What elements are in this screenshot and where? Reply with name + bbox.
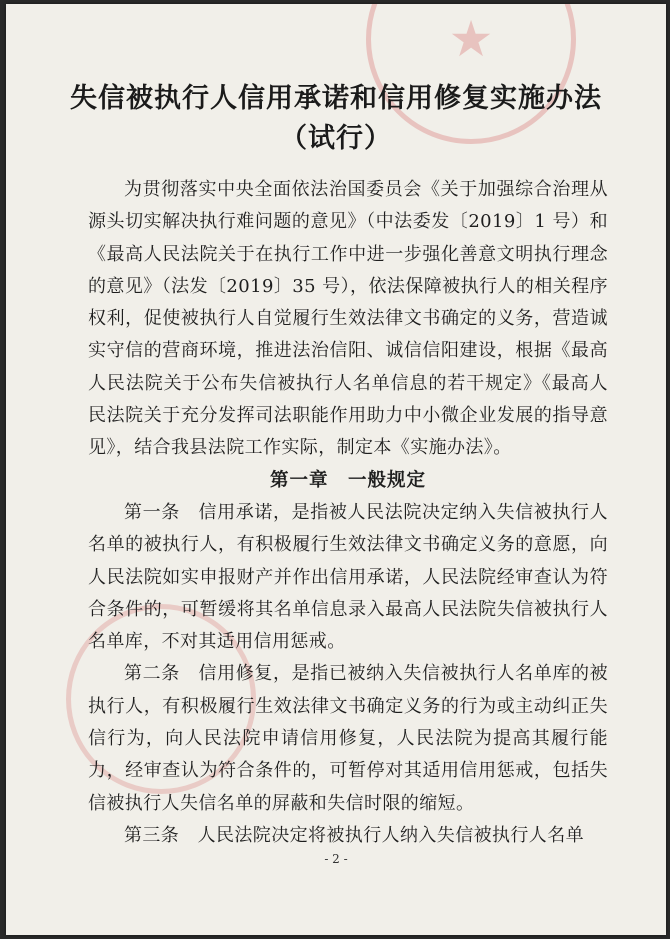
preamble-paragraph: 为贯彻落实中央全面依法治国委员会《关于加强综合治理从源头切实解决执行难问题的意见》（中法委发〔2019〕1 号）和《最高人民法院关于在执行工作中进一步强化善意文明执行理念的意见》（法发〔2019〕35 号），依法保障被执行人的相关程序权利，促使被执行人自觉履行生效法律文书确定的义务，营造诚实守信的营商环境，推进法治信阳、诚信信阳建设，根据《最高人民法院关于公布失信被执行人名单信息的若干规定》《最高人民法院关于充分发挥司法职能作用助力中小微企业发展的指导意见》，结合我县法院工作实际，制定本《实施办法》。 — [88, 179, 608, 459]
document-title: 失信被执行人信用承诺和信用修复实施办法 — [70, 83, 602, 114]
star-icon: ★ — [448, 11, 494, 67]
document-page — [6, 4, 666, 935]
article-1: 第一条 信用承诺，是指被人民法院决定纳入失信被执行人名单的被执行人，有积极履行生效法律文书确定义务的意愿，向人民法院如实申报财产并作出信用承诺，人民法院经审查认为符合条件的，可暂缓将其名单信息录入最高人民法院失信被执行人名单库，不对其适用信用惩戒。 — [88, 501, 608, 653]
document-body — [88, 174, 608, 852]
page-number: - 2 - — [324, 852, 348, 866]
chapter-heading: 第一章 一般规定 — [269, 469, 426, 491]
document-subtitle: （试行） — [280, 123, 392, 154]
article-3: 第三条 人民法院决定将被执行人纳入失信被执行人名单 — [124, 824, 584, 846]
article-2: 第二条 信用修复，是指已被纳入失信被执行人名单库的被执行人，有积极履行生效法律文书确定义务的行为或主动纠正失信行为，向人民法院申请信用修复，人民法院为提高其履行能力，经审查认为符合条件的，可暂停对其适用信用惩戒，包括失信被执行人失信名单的屏蔽和失信时限的缩短。 — [88, 663, 608, 814]
